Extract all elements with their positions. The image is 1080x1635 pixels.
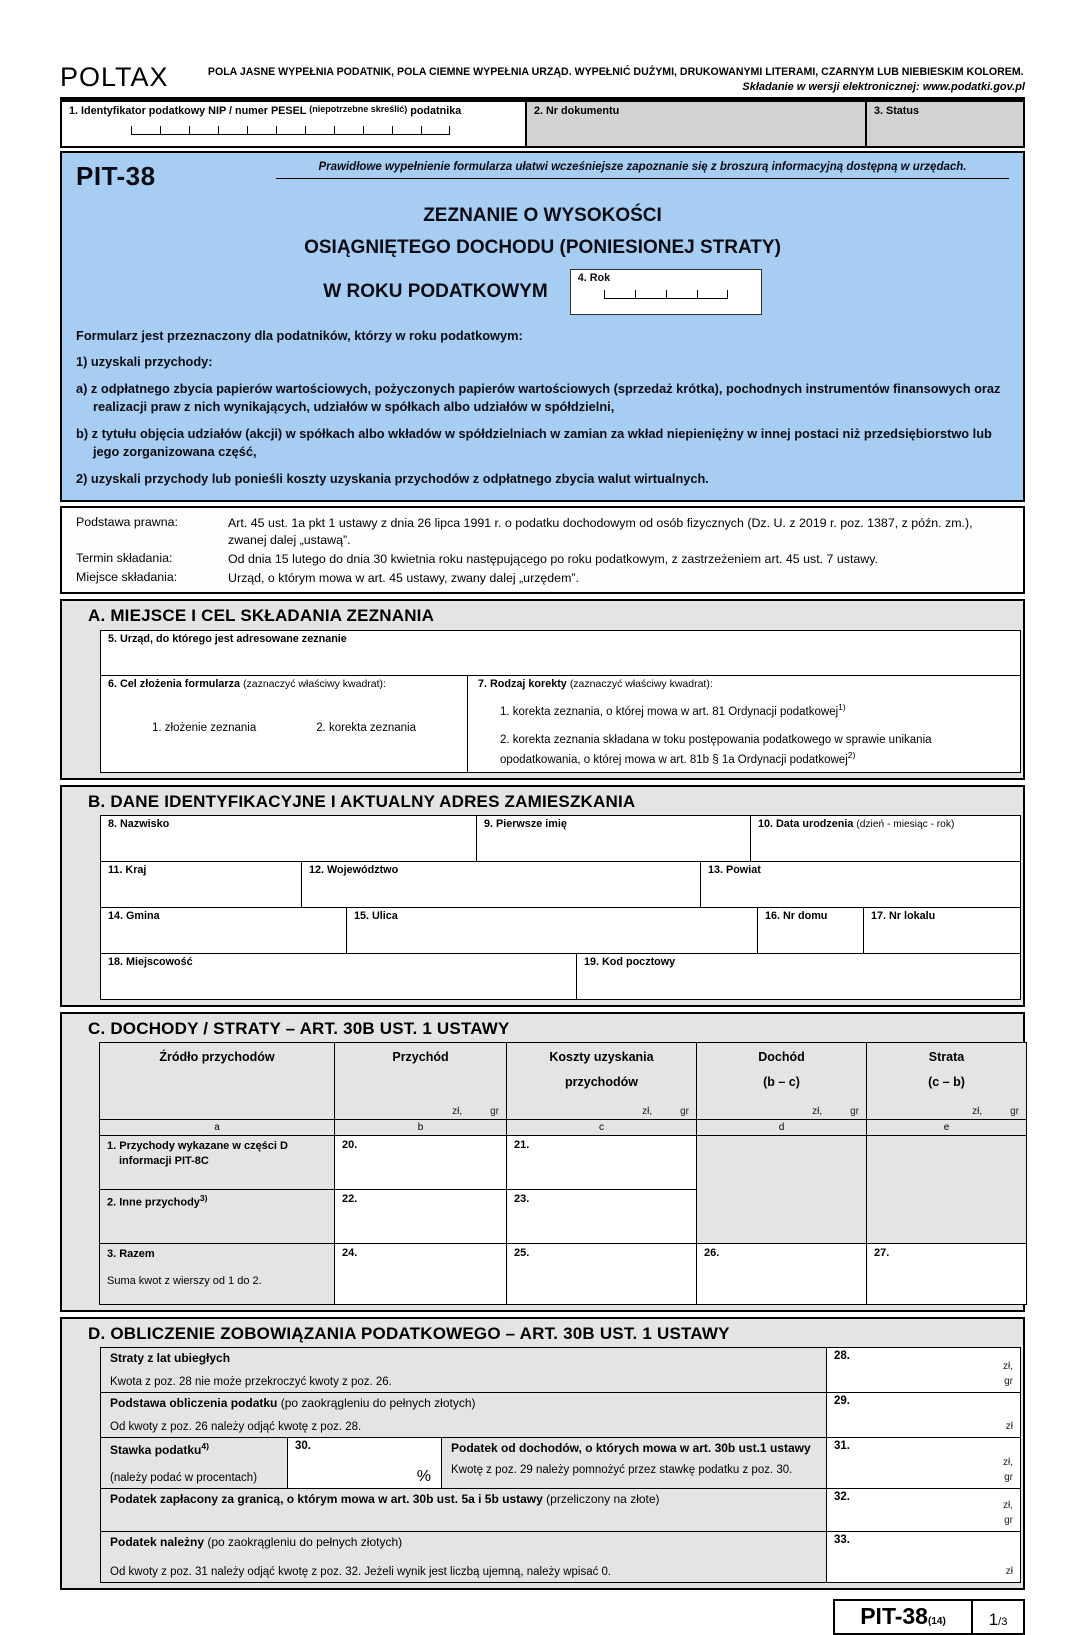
legal-label: Termin składania: <box>76 550 173 565</box>
field-14-gmina-input[interactable] <box>100 907 347 954</box>
field-10-label-bold: 10. Data urodzenia <box>758 818 854 831</box>
unit-gr: gr <box>490 1106 499 1118</box>
field-9-imie-input[interactable] <box>476 815 751 862</box>
field-19-label: 19. Kod pocztowy <box>584 956 676 969</box>
field-5-urzad-input[interactable] <box>100 630 1021 676</box>
purpose-intro: Formularz jest przeznaczony dla podatników, którzy w roku podatkowym: <box>76 327 523 343</box>
field-10-label <box>758 818 1013 830</box>
unit-zl: zł, <box>1003 1361 1013 1373</box>
field-6-label <box>108 678 460 690</box>
section-b-title: B. DANE IDENTYFIKACYJNE I AKTUALNY ADRES ZAMIESZKANIA <box>88 792 636 812</box>
unit-zl: zł, <box>1003 1457 1013 1469</box>
unit-gr: gr <box>1004 1375 1013 1387</box>
section-b <box>60 785 1025 1007</box>
cell-29-number: 29. <box>834 1395 850 1408</box>
row-29-note: Od kwoty z poz. 26 należy odjąć kwotę z poz. 28. <box>110 1421 362 1434</box>
unit-gr: gr <box>680 1106 689 1118</box>
legal-row-termin <box>76 551 1011 568</box>
header-right <box>169 66 1025 93</box>
cell-29-input[interactable] <box>826 1392 1021 1438</box>
col-letter-c: c <box>506 1119 697 1136</box>
cell-28-input[interactable] <box>826 1347 1021 1393</box>
cell-31-number: 31. <box>834 1440 850 1453</box>
row-pit8c-label: 1. Przychody wykazane w części D informacji PIT-8C <box>99 1135 335 1190</box>
unit-zl: zł <box>1005 1420 1013 1432</box>
field-12-wojewodztwo-input[interactable] <box>301 861 701 908</box>
col-letter-b: b <box>334 1119 507 1136</box>
percent-sign: % <box>416 1468 431 1486</box>
identification-row <box>60 100 1025 148</box>
field-19-kod-pocztowy-input[interactable] <box>576 953 1021 1000</box>
field-12-label: 12. Województwo <box>309 864 399 877</box>
unit-zl: zł, <box>1003 1500 1013 1512</box>
row-31-label: Podatek od dochodów, o których mowa w art. 30b ust.1 ustawy Kwotę z poz. 29 należy pomnożyć przez stawkę podatku z poz. 30. <box>441 1437 827 1489</box>
option-korekta-art-81b[interactable] <box>500 732 1010 769</box>
cell-32-input[interactable] <box>826 1488 1021 1532</box>
field-13-label: 13. Powiat <box>708 864 761 877</box>
field-6-label-bold: 6. Cel złożenia formularza <box>108 678 240 691</box>
row-33-label: Podatek należny (po zaokrągleniu do pełnych złotych) Od kwoty z poz. 31 należy odjąć kwotę z poz. 32. Jeżeli wynik jest liczbą ujemną, należy wpisać 0. <box>100 1531 827 1583</box>
field-10-data-urodzenia-input[interactable] <box>750 815 1021 862</box>
unit-zl: zł, <box>972 1106 983 1118</box>
row-razem-sublabel: Suma kwot z wierszy od 1 do 2. <box>107 1275 262 1288</box>
footer-form-code <box>833 1599 973 1635</box>
col-letter-d: d <box>696 1119 867 1136</box>
legal-row-podstawa <box>76 515 1011 548</box>
section-d <box>60 1317 1025 1590</box>
legal-label: Podstawa prawna: <box>76 515 178 530</box>
field-1-label-main: 1. Identyfikator podatkowy NIP / numer PESEL <box>69 105 307 117</box>
option-korekta-art-81b-text: 2. korekta zeznania składana w toku postępowania podatkowego w sprawie unikania opodatkowania, o której mowa w art. 81b § 1a Ordynacji podatkowej <box>500 734 932 767</box>
field-2-nr-dokumentu <box>525 102 865 146</box>
row-31-note: Kwotę z poz. 29 należy pomnożyć przez stawkę podatku z poz. 30. <box>451 1464 793 1477</box>
field-18-miejscowosc-input[interactable] <box>100 953 577 1000</box>
purpose-item-b: b) z tytułu objęcia udziałów (akcji) w spółkach albo wkładów w spółdzielniach w zamian za wkład niepieniężny w innej postaci niż przedsiębiorstwo lub jego zorganizowana część, <box>76 425 992 460</box>
cell-22-input[interactable]: 22. <box>334 1189 507 1244</box>
unit-zl: zł, <box>642 1106 653 1118</box>
field-16-nr-domu-input[interactable] <box>757 907 864 954</box>
footer-form-version: (14) <box>927 1616 946 1628</box>
efiling-note: Składanie w wersji elektronicznej: www.podatki.gov.pl <box>742 81 1025 93</box>
cell-30-number: 30. <box>295 1440 311 1453</box>
field-4-rok-input[interactable] <box>570 269 762 315</box>
field-13-powiat-input[interactable] <box>700 861 1021 908</box>
field-2-label: 2. Nr dokumentu <box>534 105 620 117</box>
field-7-label <box>478 678 1010 690</box>
unit-gr: gr <box>1004 1471 1013 1483</box>
footnote-3-marker: 3) <box>199 1193 208 1204</box>
title-block <box>60 151 1025 502</box>
legal-text: Od dnia 15 lutego do dnia 30 kwietnia roku następującego po roku podatkowym, z zastrzeżeniem art. 45 ust. 7 ustawy. <box>228 551 878 566</box>
section-d-title: D. OBLICZENIE ZOBOWIĄZANIA PODATKOWEGO – ART. 30B UST. 1 USTAWY <box>88 1324 730 1344</box>
col-letter-a: a <box>99 1119 335 1136</box>
field-15-label: 15. Ulica <box>354 910 398 923</box>
footer-page-total: /3 <box>998 1616 1008 1629</box>
field-4-label: 4. Rok <box>577 271 611 284</box>
field-17-label: 17. Nr lokalu <box>871 910 936 923</box>
row-28-label: Straty z lat ubiegłych Kwota z poz. 28 nie może przekroczyć kwoty z poz. 26. <box>100 1347 827 1393</box>
row-razem-label: 3. Razem Suma kwot z wierszy od 1 do 2. <box>99 1243 335 1305</box>
unit-gr: gr <box>850 1106 859 1118</box>
poltax-logo: POLTAX <box>60 62 169 92</box>
rok-comb <box>604 290 728 299</box>
field-18-label: 18. Miejscowość <box>108 956 193 969</box>
row-30-label: Stawka podatku$^{4)}$ (należy podać w procentach) <box>100 1437 288 1489</box>
cell-26-input[interactable]: 26. <box>696 1243 867 1305</box>
field-15-ulica-input[interactable] <box>346 907 758 954</box>
nip-pesel-input[interactable] <box>131 126 518 135</box>
field-14-label: 14. Gmina <box>108 910 160 923</box>
title-line-2: OSIĄGNIĘTEGO DOCHODU (PONIESIONEJ STRATY) <box>304 237 781 259</box>
brochure-note: Prawidłowe wypełnienie formularza ułatwi wcześniejsze zapoznanie się z broszurą informacyjną dostępną w urzędach. <box>276 161 1009 179</box>
form-purpose-text <box>76 327 1009 489</box>
field-7-label-normal: (zaznaczyć właściwy kwadrat): <box>569 678 713 691</box>
field-3-label: 3. Status <box>874 105 920 117</box>
field-7-label-bold: 7. Rodzaj korekty <box>478 678 567 691</box>
unit-gr: gr <box>1004 1514 1013 1526</box>
cell-33-number: 33. <box>834 1534 850 1547</box>
field-7-rodzaj-korekty <box>467 675 1021 773</box>
section-a <box>60 599 1025 780</box>
cell-21-input[interactable]: 21. <box>506 1135 697 1190</box>
footnote-4-marker: 4) <box>201 1441 209 1452</box>
field-1-label-suffix: podatnika <box>410 105 462 117</box>
income-table <box>100 1043 1021 1305</box>
unit-zl: zł, <box>452 1106 463 1118</box>
cell-30-input[interactable] <box>287 1437 442 1489</box>
title-line-3: W ROKU PODATKOWYM <box>323 280 548 302</box>
section-c-title: C. DOCHODY / STRATY – ART. 30B UST. 1 USTAWY <box>88 1019 510 1039</box>
legal-label: Miejsce składania: <box>76 569 178 584</box>
purpose-item-1: 1) uzyskali przychody: <box>76 354 213 370</box>
title-line-1: ZEZNANIE O WYSOKOŚCI <box>423 205 662 226</box>
field-6-label-normal: (zaznaczyć właściwy kwadrat): <box>243 678 386 691</box>
field-3-status <box>865 102 1023 146</box>
form-code: PIT-38 <box>76 161 156 191</box>
legal-row-miejsce <box>76 570 1011 587</box>
legal-text: Urząd, o którym mowa w art. 45 ustawy, zwany dalej „urzędem”. <box>228 570 579 585</box>
cell-28-number: 28. <box>834 1350 850 1363</box>
col-header-przychod: Przychód zł, gr <box>334 1042 507 1120</box>
cell-strata-merged <box>866 1135 1027 1244</box>
fill-instructions: POLA JASNE WYPEŁNIA PODATNIK, POLA CIEMNE WYPEŁNIA URZĄD. WYPEŁNIĆ DUŻYMI, DRUKOWANYMI LITERAMI, CZARNYM LUB NIEBIESKIM KOLOREM. <box>207 66 1024 78</box>
field-1-label-small: (niepotrzebne skreślić) <box>309 104 408 114</box>
field-1-nip-pesel <box>62 102 525 146</box>
field-8-label: 8. Nazwisko <box>108 818 170 831</box>
footer-form-code-text: PIT-38 <box>860 1603 928 1630</box>
cell-dochod-merged <box>696 1135 867 1244</box>
col-header-strata: Strata (c – b) zł, gr <box>866 1042 1027 1120</box>
section-a-title: A. MIEJSCE I CEL SKŁADANIA ZEZNANIA <box>88 606 435 626</box>
field-10-label-small: (dzień - miesiąc - rok) <box>856 819 955 831</box>
footnote-1-marker: 1) <box>838 702 846 713</box>
cell-32-number: 32. <box>834 1491 850 1504</box>
field-1-label <box>69 105 518 117</box>
footnote-2-marker: 2) <box>847 750 856 761</box>
footer-page-current: 1 <box>988 1610 999 1630</box>
col-letter-e: e <box>866 1119 1027 1136</box>
option-korekta-art-81-text: 1. korekta zeznania, o której mowa w art. 81 Ordynacji podatkowej <box>500 706 839 719</box>
cell-27-input[interactable]: 27. <box>866 1243 1027 1305</box>
field-17-nr-lokalu-input[interactable] <box>863 907 1021 954</box>
field-11-kraj-input[interactable] <box>100 861 302 908</box>
purpose-item-a: a) z odpłatnego zbycia papierów wartościowych, pożyczonych papierów wartościowych (sprzedaż krótka), pochodnych instrumentów finansowych oraz realizacji praw z nich wynikających, udziałów w spółkach albo udziałów w spółdzielni, <box>76 380 1001 415</box>
legal-text: Art. 45 ust. 1a pkt 1 ustawy z dnia 26 lipca 1991 r. o podatku dochodowym od osób fizycznych (Dz. U. z 2019 r. poz. 1387, z późn. zm.), zwanej dalej „ustawą”. <box>228 516 973 548</box>
cell-31-input[interactable] <box>826 1437 1021 1489</box>
unit-gr: gr <box>1010 1106 1019 1118</box>
option-korekta-art-81[interactable] <box>500 702 1010 718</box>
option-korekta-zeznania[interactable]: 2. korekta zeznania <box>316 722 416 735</box>
option-zlozenie-zeznania[interactable]: 1. złożenie zeznania <box>152 722 257 735</box>
row-29-label: Podstawa obliczenia podatku (po zaokrągleniu do pełnych złotych) Od kwoty z poz. 26 należy odjąć kwotę z poz. 28. <box>100 1392 827 1438</box>
row-inne-przychody-label: 2. Inne przychody$^{3)}$ <box>99 1189 335 1244</box>
cell-24-input[interactable]: 24. <box>334 1243 507 1305</box>
cell-20-input[interactable]: 20. <box>334 1135 507 1190</box>
field-5-label: 5. Urząd, do którego jest adresowane zeznanie <box>108 633 347 646</box>
row-28-note: Kwota z poz. 28 nie może przekroczyć kwoty z poz. 26. <box>110 1376 392 1389</box>
row-32-label: Podatek zapłacony za granicą, o którym mowa w art. 30b ust. 5a i 5b ustawy (przeliczony na złote) <box>100 1488 827 1532</box>
unit-zl: zł <box>1005 1565 1013 1577</box>
footer-page-number <box>973 1599 1025 1635</box>
page-footer <box>60 1599 1025 1635</box>
col-header-zrodlo: Źródło przychodów <box>99 1042 335 1120</box>
field-9-label: 9. Pierwsze imię <box>484 818 567 831</box>
legal-basis-block <box>60 506 1025 594</box>
form-header <box>60 64 1025 93</box>
cell-23-input[interactable]: 23. <box>506 1189 697 1244</box>
field-8-nazwisko-input[interactable] <box>100 815 477 862</box>
unit-zl: zł, <box>812 1106 823 1118</box>
row-33-note: Od kwoty z poz. 31 należy odjąć kwotę z poz. 32. Jeżeli wynik jest liczbą ujemną, należy wpisać 0. <box>110 1566 612 1579</box>
section-c <box>60 1012 1025 1312</box>
field-16-label: 16. Nr domu <box>765 910 828 923</box>
field-11-label: 11. Kraj <box>108 864 147 877</box>
cell-25-input[interactable]: 25. <box>506 1243 697 1305</box>
row-30-note: (należy podać w procentach) <box>110 1472 258 1485</box>
purpose-item-2: 2) uzyskali przychody lub ponieśli koszty uzyskania przychodów z odpłatnego zbycia walut wirtualnych. <box>76 470 709 486</box>
col-header-koszty: Koszty uzyskania przychodów zł, gr <box>506 1042 697 1120</box>
cell-33-input[interactable] <box>826 1531 1021 1583</box>
form-title <box>76 200 1009 265</box>
field-6-cel-zlozenia <box>100 675 468 773</box>
col-header-dochod: Dochód (b – c) zł, gr <box>696 1042 867 1120</box>
